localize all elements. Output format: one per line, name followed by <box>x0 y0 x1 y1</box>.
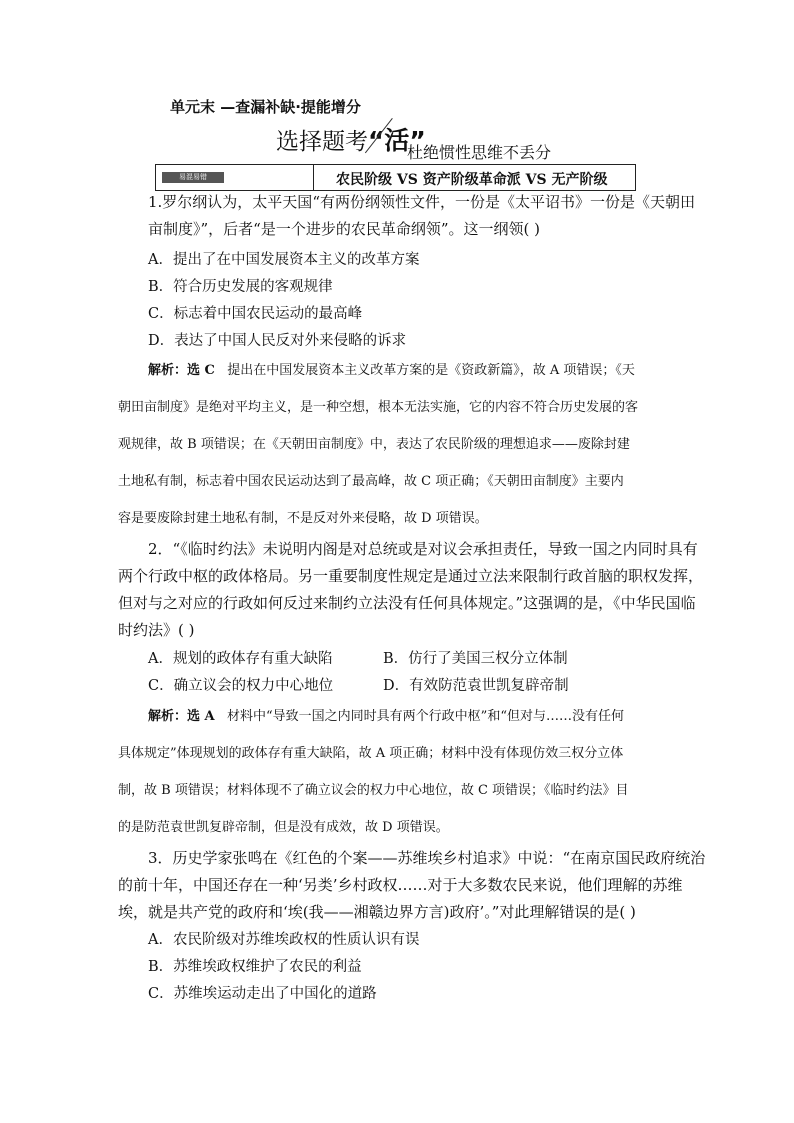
question-3-option-c: C．苏维埃运动走出了中国化的道路 <box>148 986 377 1002</box>
question-2-analysis-line-3: 制，故 B 项错误；材料体现不了确立议会的权力中心地位，故 C 项错误；《临时约法》目 <box>118 783 629 798</box>
question-2-option-b: B．仿行了美国三权分立体制 <box>383 651 568 667</box>
section-title <box>276 121 426 157</box>
question-1-stem-line-1: 1.罗尔纲认为，太平天国“有两份纲领性文件，一份是《太平诏书》一份是《天朝田 <box>148 193 695 211</box>
question-2-analysis-text: 材料中“导致一国之内同时具有两个行政中枢”和“但对与……没有任何 <box>227 709 624 724</box>
section-subtitle: 杜绝惯性思维不丢分 <box>407 143 552 162</box>
question-1-analysis-label: 解析：选 C <box>148 363 215 378</box>
question-2-analysis-label: 解析：选 A <box>148 709 215 724</box>
question-2-stem-line-3: 但对与之对应的行政如何反过来制约立法没有任何具体规定。”这强调的是，《中华民国临 <box>118 594 696 612</box>
banner-tag: 易混易错 <box>162 172 224 183</box>
banner-divider <box>313 165 314 190</box>
question-1-analysis-line-5: 容是要废除封建土地私有制，不是反对外来侵略，故 D 项错误。 <box>118 511 488 526</box>
unit-title: 单元末 —查漏补缺·提能增分 <box>170 98 361 116</box>
question-3-stem-line-3: 埃，就是共产党的政府和‘埃(我——湘赣边界方言)政府’。”对此理解错误的是( ) <box>118 903 636 921</box>
question-2-option-d: D．有效防范袁世凯复辟帝制 <box>383 678 569 694</box>
question-1-analysis-line-2: 朝田亩制度》是绝对平均主义，是一种空想，根本无法实施，它的内容不符合历史发展的客 <box>118 400 639 415</box>
question-2-analysis-line-2: 具体规定”体现规划的政体存有重大缺陷，故 A 项正确；材料中没有体现仿效三权分立体 <box>118 746 624 761</box>
question-3-stem-line-2: 的前十年，中国还存在一种‘另类’乡村政权……对于大多数农民来说，他们理解的苏维 <box>118 876 683 894</box>
question-2-option-c: C．确立议会的权力中心地位 <box>148 678 334 694</box>
question-1-stem-line-2: 亩制度》”，后者“是一个进步的农民革命纲领”。这一纲领( ) <box>148 220 540 238</box>
topic-banner <box>155 164 636 191</box>
question-2-option-a: A．规划的政体存有重大缺陷 <box>148 651 333 667</box>
question-3-stem-line-1: 3．历史学家张鸣在《红色的个案——苏维埃乡村追求》中说：“在南京国民政府统治 <box>148 849 706 867</box>
question-1-analysis-text: 提出在中国发展资本主义改革方案的是《资政新篇》，故 A 项错误；《天 <box>227 363 635 378</box>
question-1-analysis-line-4: 土地私有制，标志着中国农民运动达到了最高峰，故 C 项正确；《天朝田亩制度》主要内 <box>118 474 624 489</box>
question-1-option-b: B．符合历史发展的客观规律 <box>148 279 333 295</box>
section-title-emphasis: “活” <box>368 126 426 155</box>
question-1-option-a: A．提出了在中国发展资本主义的改革方案 <box>148 252 420 268</box>
question-2-stem-line-4: 时约法》( ) <box>118 621 195 639</box>
section-title-prefix: 选择题考 <box>276 129 368 155</box>
question-3-option-a: A．农民阶级对苏维埃政权的性质认识有误 <box>148 932 420 948</box>
question-2-stem-line-2: 两个行政中枢的政体格局。另一重要制度性规定是通过立法来限制行政首脑的职权发挥， <box>118 567 704 585</box>
question-2-stem-line-1: 2．“《临时约法》未说明内阁是对总统或是对议会承担责任，导致一国之内同时具有 <box>148 540 698 558</box>
question-3-option-b: B．苏维埃政权维护了农民的利益 <box>148 959 362 975</box>
question-1-option-d: D．表达了中国人民反对外来侵略的诉求 <box>148 333 407 349</box>
banner-text: 农民阶级 VS 资产阶级革命派 VS 无产阶级 <box>336 172 608 188</box>
question-1-analysis-line-3: 观规律，故 B 项错误；在《天朝田亩制度》中，表达了农民阶级的理想追求——废除封建 <box>118 437 630 452</box>
question-2-analysis-line-4: 的是防范袁世凯复辟帝制，但是没有成效，故 D 项错误。 <box>118 820 449 835</box>
question-1-option-c: C．标志着中国农民运动的最高峰 <box>148 306 363 322</box>
question-2-analysis-line-1 <box>148 698 624 735</box>
question-1-analysis-line-1 <box>148 352 635 389</box>
